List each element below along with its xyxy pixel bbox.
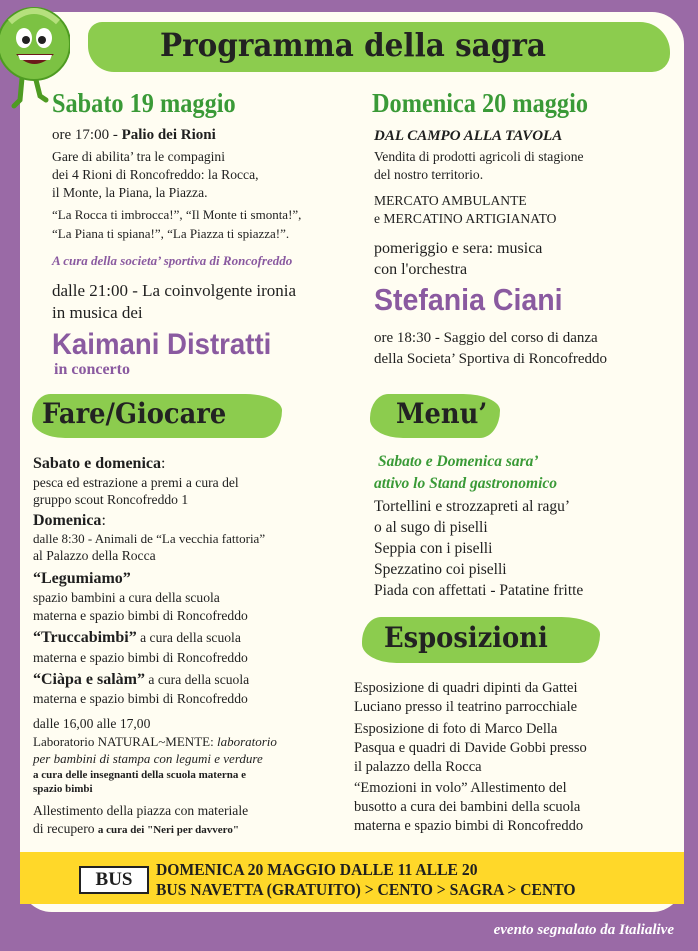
weekend-line: pesca ed estrazione a premi a cura del xyxy=(33,475,239,490)
menu-item: Seppia con i piselli xyxy=(374,540,493,557)
lab-credit: a cura delle insegnanti della scuola materna e xyxy=(33,769,246,781)
singer-name: Stefania Ciani xyxy=(374,282,563,317)
weekend-line: gruppo scout Roncofreddo 1 xyxy=(33,492,189,507)
menu-heading: Menu’ xyxy=(396,397,488,430)
palio-line: dei 4 Rioni di Roncofreddo: la Rocca, xyxy=(52,167,259,182)
market-line: del nostro territorio. xyxy=(374,167,484,182)
credit: evento segnalato da Italialive xyxy=(493,922,674,938)
palio-line: Gare di abilita’ tra le compagini xyxy=(52,149,225,164)
legumiamo-line: spazio bambini a cura della scuola xyxy=(33,590,220,605)
ciapa-line xyxy=(33,671,249,689)
stand-line: attivo lo Stand gastronomico xyxy=(374,475,558,492)
palio-credit: A cura della societa’ sportiva di Roncofreddo xyxy=(52,253,293,268)
saturday-title: Sabato 19 maggio xyxy=(52,88,236,118)
page-title: Programma della sagra xyxy=(160,26,546,64)
truccabimbi-title: “Truccabimbi” xyxy=(33,629,137,646)
palio-line: “La Rocca ti imbrocca!”, “Il Monte ti smonta!”, xyxy=(52,207,302,222)
market-line: Vendita di prodotti agricoli di stagione xyxy=(374,149,584,164)
expo-line: Pasqua e quadri di Davide Gobbi presso xyxy=(354,740,587,756)
lab-name: Laboratorio NATURAL~MENTE: xyxy=(33,734,217,749)
bus-label: BUS xyxy=(79,866,149,894)
lab-credit: spazio bimbi xyxy=(33,783,93,795)
legumiamo-line: materna e spazio bimbi di Roncofreddo xyxy=(33,608,248,623)
weekend-colon: : xyxy=(161,455,166,472)
truccabimbi-rest: a cura della scuola xyxy=(136,630,241,645)
sunday-activities-line: al Palazzo della Rocca xyxy=(33,548,156,563)
palio-line: “La Piana ti spiana!”, “La Piazza ti spiazza!”. xyxy=(52,226,290,241)
fare-heading: Fare/Giocare xyxy=(42,397,227,430)
piazza-prefix: di recupero xyxy=(33,821,98,836)
sunday-activities-line: dalle 8:30 - Animali de “La vecchia fattoria” xyxy=(33,531,266,546)
lab-desc: laboratorio xyxy=(216,734,277,749)
truccabimbi-line xyxy=(33,629,241,647)
menu-item: Piada con affettati - Patatine fritte xyxy=(374,582,584,599)
expo-heading: Esposizioni xyxy=(384,621,548,654)
sunday-title: Domenica 20 maggio xyxy=(372,88,588,118)
band-name: Kaimani Distratti xyxy=(52,328,272,361)
expo-line: “Emozioni in volo” Allestimento del xyxy=(354,780,567,796)
menu-item: Tortellini e strozzapreti al ragu’ xyxy=(374,498,571,515)
lab-time: dalle 16,00 alle 17,00 xyxy=(33,716,151,731)
weekend-title-line xyxy=(33,455,165,473)
expo-line: busotto a cura dei bambini della scuola xyxy=(354,799,581,815)
palio-time: ore 17:00 - xyxy=(52,127,122,143)
stalls-line: MERCATO AMBULANTE xyxy=(374,193,527,208)
expo-line: Esposizione di foto di Marco Della xyxy=(354,721,558,737)
dance-line: della Societa’ Sportiva di Roncofreddo xyxy=(374,351,607,367)
piazza-line2 xyxy=(33,820,239,839)
stand-line: Sabato e Domenica sara’ xyxy=(378,453,539,470)
expo-line: Esposizione di quadri dipinti da Gattei xyxy=(354,680,578,696)
evening-line: in musica dei xyxy=(52,303,143,322)
sunday-subtitle: DAL CAMPO ALLA TAVOLA xyxy=(374,128,563,144)
band-subtitle: in concerto xyxy=(54,361,130,378)
stalls-line: e MERCATINO ARTIGIANATO xyxy=(374,211,557,226)
music-line: pomeriggio e sera: musica xyxy=(374,240,543,257)
expo-line: il palazzo della Rocca xyxy=(354,759,482,775)
palio-line: il Monte, la Piana, la Piazza. xyxy=(52,185,208,200)
sunday-activities-title-line xyxy=(33,512,106,530)
menu-item: Spezzatino coi piselli xyxy=(374,561,507,578)
bus-line: BUS NAVETTA (GRATUITO) > CENTO > SAGRA > CENTO xyxy=(156,880,576,899)
expo-line: materna e spazio bimbi di Roncofreddo xyxy=(354,818,584,834)
ciapa-rest: a cura della scuola xyxy=(145,672,250,687)
sunday-activities-colon: : xyxy=(101,512,106,529)
legumiamo-title: “Legumiamo” xyxy=(33,570,131,587)
expo-line: Luciano presso il teatrino parrocchiale xyxy=(354,699,578,715)
dance-line: ore 18:30 - Saggio del corso di danza xyxy=(374,330,598,346)
bus-line: DOMENICA 20 MAGGIO DALLE 11 ALLE 20 xyxy=(156,860,478,879)
lab-line xyxy=(33,733,277,751)
palio-title: Palio dei Rioni xyxy=(121,127,216,143)
menu-item: o al sugo di piselli xyxy=(374,519,488,536)
truccabimbi-line2: materna e spazio bimbi di Roncofreddo xyxy=(33,650,248,665)
palio-heading xyxy=(52,126,216,144)
evening-line: dalle 21:00 - La coinvolgente ironia xyxy=(52,281,297,300)
music-line: con l'orchestra xyxy=(374,261,468,278)
ciapa-line2: materna e spazio bimbi di Roncofreddo xyxy=(33,691,248,706)
lab-desc-line: per bambini di stampa con legumi e verdure xyxy=(33,751,263,766)
sunday-activities-title: Domenica xyxy=(33,512,102,529)
ciapa-title: “Ciàpa e salàm” xyxy=(33,671,145,688)
piazza-credit: a cura dei "Neri per davvero" xyxy=(97,824,239,836)
weekend-title: Sabato e domenica xyxy=(33,455,161,472)
piazza-line: Allestimento della piazza con materiale xyxy=(33,803,249,818)
